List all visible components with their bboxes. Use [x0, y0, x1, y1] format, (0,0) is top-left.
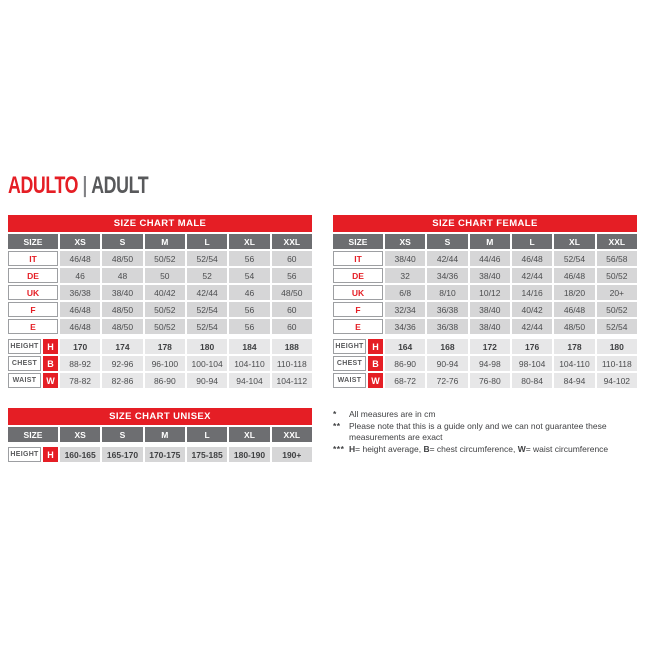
- size-cell: 32/34: [385, 302, 425, 317]
- size-cell: 38/40: [102, 285, 142, 300]
- measure-cell: 176: [512, 339, 552, 354]
- size-row-e: [8, 319, 312, 334]
- measure-row-chest: [333, 356, 637, 371]
- measure-cell: 165-170: [102, 447, 142, 462]
- size-cell: 38/40: [470, 319, 510, 334]
- measure-cell: 104-110: [229, 356, 269, 371]
- row-label-e: E: [333, 319, 383, 334]
- size-cell: 46: [60, 268, 100, 283]
- column-header-xl: XL: [554, 234, 594, 249]
- size-chart-unisex-table: [8, 408, 312, 462]
- measure-cell: 180: [187, 339, 227, 354]
- row-label-height: HEIGHT: [8, 339, 41, 354]
- measure-cell: 94-102: [597, 373, 637, 388]
- measure-letter-badge: H: [43, 339, 58, 354]
- size-cell: 6/8: [385, 285, 425, 300]
- row-label-f: F: [8, 302, 58, 317]
- size-cell: 60: [272, 319, 312, 334]
- size-cell: 44/46: [470, 251, 510, 266]
- size-row-labelcol: [8, 319, 58, 334]
- measure-cell: 168: [427, 339, 467, 354]
- measure-cell: 104-112: [272, 373, 312, 388]
- size-cell: 36/38: [427, 319, 467, 334]
- measure-row-waist: [8, 373, 312, 388]
- size-cell: 60: [272, 302, 312, 317]
- row-label-f: F: [333, 302, 383, 317]
- row-label-height: HEIGHT: [333, 339, 366, 354]
- size-cell: 52: [187, 268, 227, 283]
- size-chart-female-table: [333, 215, 637, 388]
- size-cell: 18/20: [554, 285, 594, 300]
- size-row-uk: [333, 285, 637, 300]
- row-label-it: IT: [333, 251, 383, 266]
- row-label-waist: WAIST: [8, 373, 41, 388]
- size-cell: 48/50: [272, 285, 312, 300]
- measure-cell: 78-82: [60, 373, 100, 388]
- size-cell: 42/44: [427, 251, 467, 266]
- size-cell: 46: [229, 285, 269, 300]
- size-cell: 52/54: [187, 302, 227, 317]
- size-cell: 56/58: [597, 251, 637, 266]
- footnote-segment: = waist circumference: [525, 443, 609, 454]
- footnote-text: [349, 421, 641, 444]
- measure-cell: 104-110: [554, 356, 594, 371]
- footnote-marker: ***: [333, 443, 345, 454]
- footnote-segment: W: [517, 443, 526, 454]
- size-cell: 56: [229, 251, 269, 266]
- measure-cell: 92-96: [102, 356, 142, 371]
- size-cell: 38/40: [470, 302, 510, 317]
- size-cell: 48/50: [102, 302, 142, 317]
- measure-cell: 80-84: [512, 373, 552, 388]
- size-cell: 56: [229, 319, 269, 334]
- measure-cell: 164: [385, 339, 425, 354]
- size-cell: 42/44: [187, 285, 227, 300]
- size-cell: 38/40: [385, 251, 425, 266]
- measure-cell: 98-104: [512, 356, 552, 371]
- row-label-uk: UK: [8, 285, 58, 300]
- size-cell: 46/48: [554, 268, 594, 283]
- column-header-s: S: [102, 234, 142, 249]
- size-cell: 48/50: [554, 319, 594, 334]
- page-title: [8, 174, 148, 198]
- measure-row-height: [8, 447, 312, 462]
- size-row-de: [333, 268, 637, 283]
- size-cell: 10/12: [470, 285, 510, 300]
- size-cell: 46/48: [554, 302, 594, 317]
- size-cell: 42/44: [512, 319, 552, 334]
- footnote-segment: H: [349, 443, 356, 454]
- measure-row-chest: [8, 356, 312, 371]
- column-header-m: M: [145, 427, 185, 442]
- footnote-segment: = chest circumference,: [429, 443, 518, 454]
- measure-row-height: [333, 339, 637, 354]
- footnote-line: [333, 421, 641, 444]
- measure-cell: 68-72: [385, 373, 425, 388]
- measure-cell: 96-100: [145, 356, 185, 371]
- size-row-de: [8, 268, 312, 283]
- measure-row-labelcol: [333, 356, 383, 371]
- column-header-xs: XS: [385, 234, 425, 249]
- measure-cell: 86-90: [385, 356, 425, 371]
- size-cell: 56: [272, 268, 312, 283]
- column-header-row: [333, 234, 637, 249]
- column-header-s: S: [427, 234, 467, 249]
- size-cell: 46/48: [60, 319, 100, 334]
- measure-cell: 90-94: [427, 356, 467, 371]
- row-label-height: HEIGHT: [8, 447, 41, 462]
- footnote-marker: **: [333, 420, 341, 431]
- footnote-line: [333, 409, 641, 421]
- size-cell: 40/42: [145, 285, 185, 300]
- measure-cell: 190+: [272, 447, 312, 462]
- measure-letter-badge: B: [43, 356, 58, 371]
- column-header-xxl: XXL: [597, 234, 637, 249]
- size-cell: 56: [229, 302, 269, 317]
- size-cell: 36/38: [60, 285, 100, 300]
- size-cell: 32: [385, 268, 425, 283]
- size-cell: 50/52: [145, 302, 185, 317]
- column-header-m: M: [145, 234, 185, 249]
- column-header-xl: XL: [229, 234, 269, 249]
- size-cell: 48: [102, 268, 142, 283]
- row-label-chest: CHEST: [333, 356, 366, 371]
- size-cell: 42/44: [512, 268, 552, 283]
- size-row-labelcol: [8, 302, 58, 317]
- row-label-uk: UK: [333, 285, 383, 300]
- size-row-labelcol: [8, 268, 58, 283]
- measure-cell: 76-80: [470, 373, 510, 388]
- measure-cell: 86-90: [145, 373, 185, 388]
- size-cell: 8/10: [427, 285, 467, 300]
- column-header-m: M: [470, 234, 510, 249]
- size-row-it: [8, 251, 312, 266]
- size-cell: 50: [145, 268, 185, 283]
- measure-letter-badge: H: [43, 447, 58, 462]
- column-header-row: [8, 427, 312, 442]
- footnote-segment: = height average,: [355, 443, 424, 454]
- size-row-labelcol: [8, 285, 58, 300]
- title-adulto: ADULTO: [8, 172, 79, 199]
- row-label-de: DE: [333, 268, 383, 283]
- measure-cell: 180-190: [229, 447, 269, 462]
- footnotes: [333, 409, 641, 455]
- row-label-de: DE: [8, 268, 58, 283]
- measure-row-height: [8, 339, 312, 354]
- title-adult: ADULT: [91, 172, 149, 199]
- size-cell: 46/48: [512, 251, 552, 266]
- measure-row-labelcol: [8, 356, 58, 371]
- measure-cell: 180: [597, 339, 637, 354]
- measure-row-labelcol: [8, 447, 58, 462]
- size-cell: 48/50: [102, 319, 142, 334]
- measure-cell: 94-104: [229, 373, 269, 388]
- measure-letter-badge: H: [368, 339, 383, 354]
- measure-cell: 178: [554, 339, 594, 354]
- measure-cell: 90-94: [187, 373, 227, 388]
- measure-cell: 175-185: [187, 447, 227, 462]
- size-cell: 52/54: [187, 251, 227, 266]
- measure-cell: 172: [470, 339, 510, 354]
- measure-letter-badge: W: [368, 373, 383, 388]
- row-label-it: IT: [8, 251, 58, 266]
- column-header-xxl: XXL: [272, 234, 312, 249]
- measure-cell: 110-118: [272, 356, 312, 371]
- measure-cell: 84-94: [554, 373, 594, 388]
- size-chart-male-table: [8, 215, 312, 388]
- footnote-segment: Please note that this is a guide only and we can not guarantee these measurements are exact: [349, 420, 607, 442]
- size-cell: 46/48: [60, 251, 100, 266]
- footnote-segment: B: [423, 443, 430, 454]
- row-label-waist: WAIST: [333, 373, 366, 388]
- measure-letter-badge: B: [368, 356, 383, 371]
- measure-cell: 88-92: [60, 356, 100, 371]
- measure-letter-badge: W: [43, 373, 58, 388]
- measure-cell: 160-165: [60, 447, 100, 462]
- size-cell: 36/38: [427, 302, 467, 317]
- size-cell: 54: [229, 268, 269, 283]
- column-header-l: L: [187, 427, 227, 442]
- size-row-f: [333, 302, 637, 317]
- footnote-line: [333, 444, 641, 456]
- row-label-chest: CHEST: [8, 356, 41, 371]
- size-cell: 34/36: [427, 268, 467, 283]
- column-header-xl: XL: [229, 427, 269, 442]
- measure-row-labelcol: [333, 339, 383, 354]
- size-cell: 46/48: [60, 302, 100, 317]
- column-header-row: [8, 234, 312, 249]
- size-row-e: [333, 319, 637, 334]
- size-row-f: [8, 302, 312, 317]
- size-cell: 52/54: [597, 319, 637, 334]
- size-row-labelcol: [333, 251, 383, 266]
- measure-cell: 82-86: [102, 373, 142, 388]
- measure-cell: 94-98: [470, 356, 510, 371]
- size-cell: 48/50: [102, 251, 142, 266]
- column-header-l: L: [187, 234, 227, 249]
- row-label-e: E: [8, 319, 58, 334]
- title-separator: |: [82, 172, 87, 197]
- measure-cell: 184: [229, 339, 269, 354]
- size-row-labelcol: [333, 285, 383, 300]
- footnote-text: [349, 409, 641, 421]
- column-header-xs: XS: [60, 427, 100, 442]
- size-cell: 50/52: [597, 268, 637, 283]
- measure-row-labelcol: [8, 339, 58, 354]
- table-title-bar: SIZE CHART UNISEX: [8, 408, 312, 425]
- footnote-segment: All measures are in cm: [349, 409, 436, 419]
- measure-row-labelcol: [333, 373, 383, 388]
- measure-row-waist: [333, 373, 637, 388]
- size-cell: 52/54: [187, 319, 227, 334]
- measure-cell: 174: [102, 339, 142, 354]
- column-header-s: S: [102, 427, 142, 442]
- size-cell: 50/52: [145, 319, 185, 334]
- size-cell: 14/16: [512, 285, 552, 300]
- column-header-l: L: [512, 234, 552, 249]
- measure-cell: 170: [60, 339, 100, 354]
- size-cell: 52/54: [554, 251, 594, 266]
- measure-cell: 110-118: [597, 356, 637, 371]
- size-cell: 50/52: [145, 251, 185, 266]
- measure-row-labelcol: [8, 373, 58, 388]
- column-header-xs: XS: [60, 234, 100, 249]
- size-row-it: [333, 251, 637, 266]
- footnote-marker: *: [333, 409, 337, 419]
- column-header-xxl: XXL: [272, 427, 312, 442]
- measure-cell: 100-104: [187, 356, 227, 371]
- size-row-uk: [8, 285, 312, 300]
- size-cell: 20+: [597, 285, 637, 300]
- size-cell: 40/42: [512, 302, 552, 317]
- measure-cell: 170-175: [145, 447, 185, 462]
- measure-cell: 72-76: [427, 373, 467, 388]
- size-cell: 38/40: [470, 268, 510, 283]
- size-cell: 50/52: [597, 302, 637, 317]
- size-row-labelcol: [333, 268, 383, 283]
- table-title-bar: SIZE CHART MALE: [8, 215, 312, 232]
- measure-cell: 188: [272, 339, 312, 354]
- column-header-size: SIZE: [333, 234, 383, 249]
- size-row-labelcol: [333, 319, 383, 334]
- column-header-size: SIZE: [8, 234, 58, 249]
- size-cell: 60: [272, 251, 312, 266]
- measure-cell: 178: [145, 339, 185, 354]
- column-header-size: SIZE: [8, 427, 58, 442]
- size-row-labelcol: [333, 302, 383, 317]
- size-row-labelcol: [8, 251, 58, 266]
- size-cell: 34/36: [385, 319, 425, 334]
- table-title-bar: SIZE CHART FEMALE: [333, 215, 637, 232]
- footnote-text: [349, 444, 641, 456]
